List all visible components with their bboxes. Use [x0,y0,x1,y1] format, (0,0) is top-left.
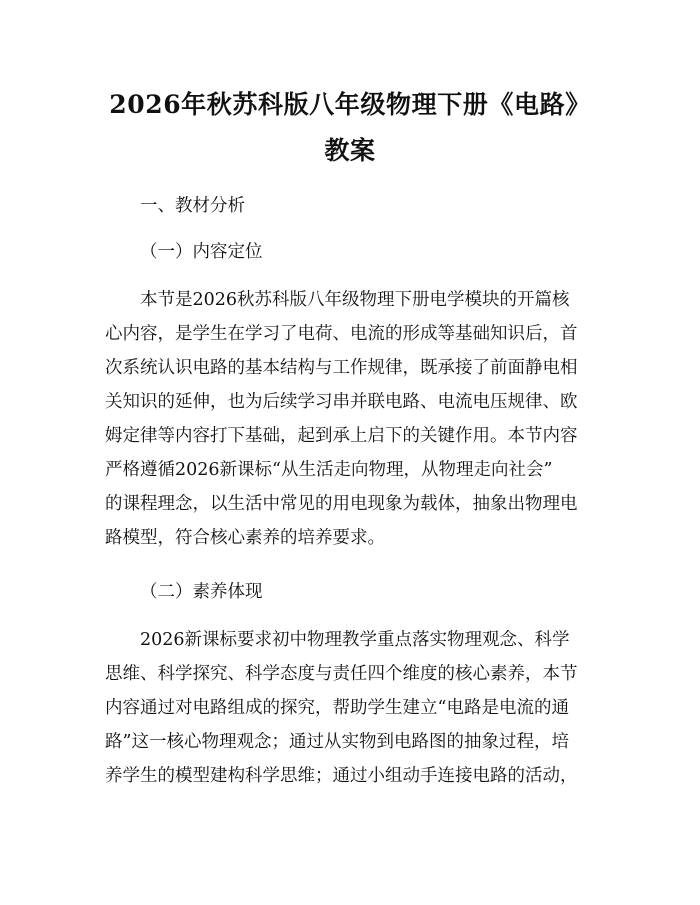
paragraph-line: 路”这一核心物理观念；通过从实物到电路图的抽象过程，培 [105,732,569,752]
paragraph-line: 思维、科学探究、科学态度与责任四个维度的核心素养，本节 [105,664,578,684]
paragraph-line: 2026新课标要求初中物理教学重点落实物理观念、科学 [140,630,570,650]
paragraph-line: 关知识的延伸，也为后续学习串并联电路、电流电压规律、欧 [105,392,578,412]
paragraph-line: 严格遵循2026新课标“从生活走向物理，从物理走向社会” [105,460,553,480]
paragraph-line: 次系统认识电路的基本结构与工作规律，既承接了前面静电相 [105,358,578,378]
paragraph-line: 姆定律等内容打下基础，起到承上启下的关键作用。本节内容 [105,426,578,446]
document-title: 2026年秋苏科版八年级物理下册《电路》教案 [109,90,591,165]
paragraph-line: 养学生的模型建构科学思维；通过小组动手连接电路的活动， [105,766,578,786]
paragraph-line: 本节是2026秋苏科版八年级物理下册电学模块的开篇核 [140,290,570,310]
subsection-heading-content-positioning: （一）内容定位 [140,242,263,262]
paragraph-line: 的课程理念，以生活中常见的用电现象为载体，抽象出物理电 [105,494,578,514]
paragraph-line: 路模型，符合核心素养的培养要求。 [105,528,385,548]
section-heading-textbook-analysis: 一、教材分析 [140,196,245,216]
subsection-heading-literacy: （二）素养体现 [140,582,263,602]
paragraph-line: 内容通过对电路组成的探究，帮助学生建立“电路是电流的通 [105,698,569,718]
paragraph-line: 心内容，是学生在学习了电荷、电流的形成等基础知识后，首 [105,324,578,344]
